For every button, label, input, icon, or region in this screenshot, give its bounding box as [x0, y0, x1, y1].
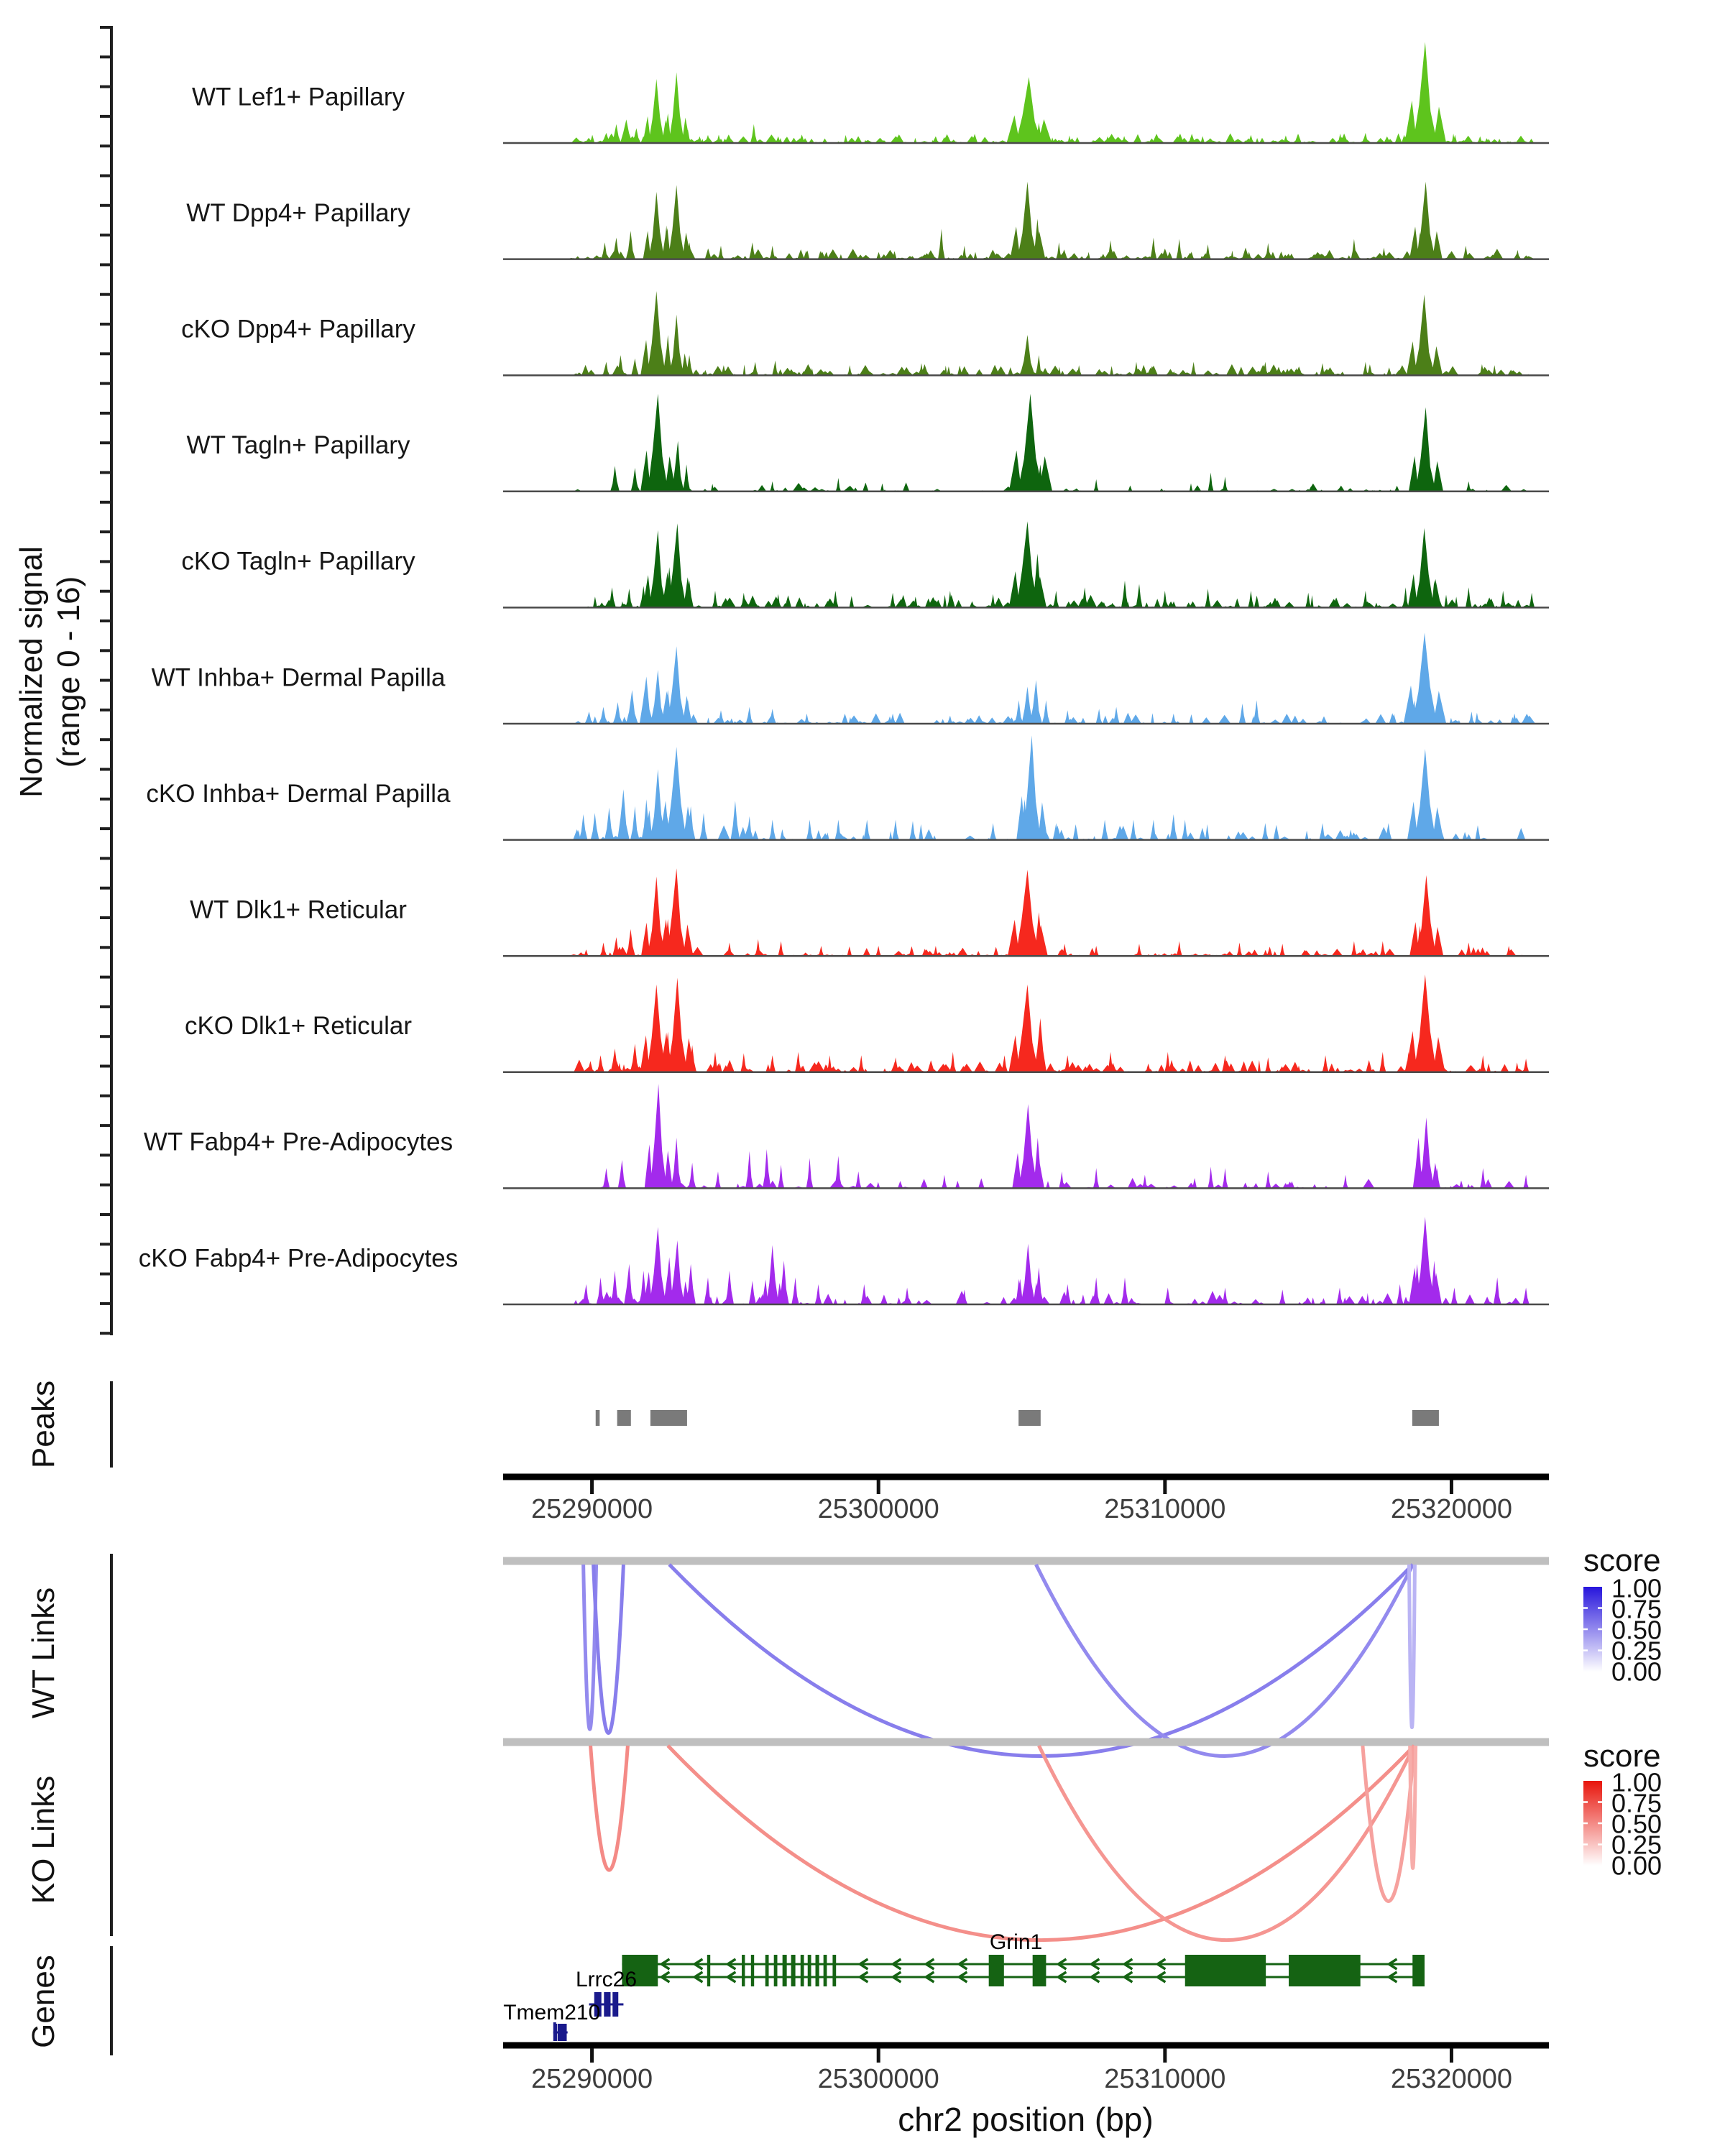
- wt-link-arc: [1036, 1565, 1412, 1756]
- peaks-axis-tick-label: 25300000: [817, 1494, 939, 1525]
- x-axis-title: chr2 position (bp): [898, 2101, 1154, 2138]
- peaks-axis-tick-label: 25290000: [531, 1494, 653, 1525]
- signal-axis-label-line1: Normalized signal: [14, 546, 49, 798]
- gene-name-label: Grin1: [989, 1930, 1043, 1954]
- coverage-area-5: [574, 632, 1536, 724]
- gene-exon: [808, 1955, 811, 1986]
- genome-axis-tick-label: 25290000: [531, 2064, 653, 2095]
- coverage-area-3: [574, 394, 1529, 492]
- gene-exon: [791, 1955, 796, 1986]
- wt-link-arc: [669, 1565, 1412, 1756]
- coverage-area-2: [572, 291, 1532, 375]
- wt-legend-tick-label: 0.00: [1611, 1657, 1662, 1687]
- ko-links-legend-title: score: [1583, 1738, 1661, 1774]
- gene-exon: [765, 1955, 769, 1986]
- ko-legend-tick-label: 0.50: [1611, 1809, 1662, 1839]
- track-label: cKO Dpp4+ Papillary: [181, 315, 415, 344]
- gene-exon: [612, 1992, 618, 2017]
- track-label: cKO Inhba+ Dermal Papilla: [146, 779, 451, 808]
- signal-axis-label-line2: (range 0 - 16): [51, 576, 86, 768]
- ko-link-arc: [1363, 1746, 1414, 1901]
- wt-legend-tick-label: 1.00: [1611, 1573, 1662, 1603]
- wt-link-arc: [594, 1565, 624, 1733]
- peaks-axis-tick-label: 25310000: [1104, 1494, 1226, 1525]
- coverage-area-10: [574, 1217, 1530, 1304]
- coverage-area-7: [568, 868, 1524, 956]
- gene-exon: [558, 2024, 567, 2041]
- ko-link-arc: [1039, 1746, 1414, 1940]
- track-label: WT Dpp4+ Papillary: [186, 198, 410, 227]
- peak-interval: [650, 1410, 687, 1426]
- wt-legend-tick-label: 0.50: [1611, 1615, 1662, 1645]
- ko-legend-tick-label: 0.25: [1611, 1830, 1662, 1860]
- wt-links-section-label: WT Links: [26, 1587, 61, 1719]
- ko-link-arc: [668, 1746, 1414, 1940]
- ko-legend-tick-label: 0.75: [1611, 1788, 1662, 1818]
- gene-exon: [783, 1955, 787, 1986]
- track-label: cKO Tagln+ Papillary: [181, 547, 415, 576]
- wt-legend-tick-label: 0.25: [1611, 1636, 1662, 1666]
- peak-interval: [617, 1410, 631, 1426]
- track-label: cKO Dlk1+ Reticular: [184, 1012, 413, 1041]
- ko-links-section-label: KO Links: [26, 1775, 61, 1904]
- genome-axis-tick-label: 25300000: [817, 2064, 939, 2095]
- figure-graphics: [100, 26, 1662, 2094]
- gene-exon: [1185, 1955, 1266, 1986]
- track-label: WT Inhba+ Dermal Papilla: [151, 663, 446, 692]
- gene-exon: [816, 1955, 819, 1986]
- genes-section-label: Genes: [26, 1955, 61, 2048]
- gene-exon: [554, 2024, 557, 2041]
- track-label: WT Fabp4+ Pre-Adipocytes: [143, 1128, 454, 1156]
- ko-link-arc: [591, 1746, 628, 1870]
- genome-axis-tick-label: 25310000: [1104, 2064, 1226, 2095]
- coverage-area-9: [599, 1084, 1529, 1188]
- gene-exon: [801, 1955, 804, 1986]
- wt-legend-tick-label: 0.75: [1611, 1594, 1662, 1624]
- gene-exon: [742, 1955, 745, 1986]
- track-label: WT Tagln+ Papillary: [186, 431, 410, 460]
- gene-exon: [989, 1955, 1004, 1986]
- gene-exon: [1033, 1955, 1046, 1986]
- gene-name-label: Tmem210: [503, 2001, 601, 2024]
- gene-exon: [1289, 1955, 1361, 1986]
- coverage-area-1: [566, 182, 1535, 259]
- wt-link-arc: [1409, 1565, 1414, 1728]
- ko-legend-tick-label: 0.00: [1611, 1851, 1662, 1881]
- track-label: WT Lef1+ Papillary: [191, 83, 405, 111]
- peaks-axis-tick-label: 25320000: [1390, 1494, 1513, 1525]
- peak-interval: [1018, 1410, 1041, 1426]
- peaks-section-label: Peaks: [26, 1380, 61, 1469]
- coverage-area-0: [571, 42, 1535, 143]
- genome-axis-tick-label: 25320000: [1390, 2064, 1513, 2095]
- peak-interval: [1412, 1410, 1439, 1426]
- wt-links-legend-title: score: [1583, 1543, 1661, 1578]
- gene-exon: [707, 1955, 710, 1986]
- track-label: WT Dlk1+ Reticular: [190, 895, 407, 924]
- gene-exon: [832, 1955, 836, 1986]
- gene-exon: [824, 1955, 827, 1986]
- gene-exon: [604, 1992, 610, 2017]
- gene-exon: [1412, 1955, 1425, 1986]
- coverage-area-6: [573, 735, 1525, 839]
- track-label: cKO Fabp4+ Pre-Adipocytes: [138, 1244, 459, 1273]
- coverage-area-4: [586, 521, 1535, 607]
- gene-name-label: Lrrc26: [575, 1968, 638, 1991]
- coverage-area-8: [574, 975, 1529, 1072]
- peak-interval: [596, 1410, 600, 1426]
- ko-legend-tick-label: 1.00: [1611, 1767, 1662, 1797]
- gene-exon: [774, 1955, 778, 1986]
- gene-exon: [751, 1955, 754, 1986]
